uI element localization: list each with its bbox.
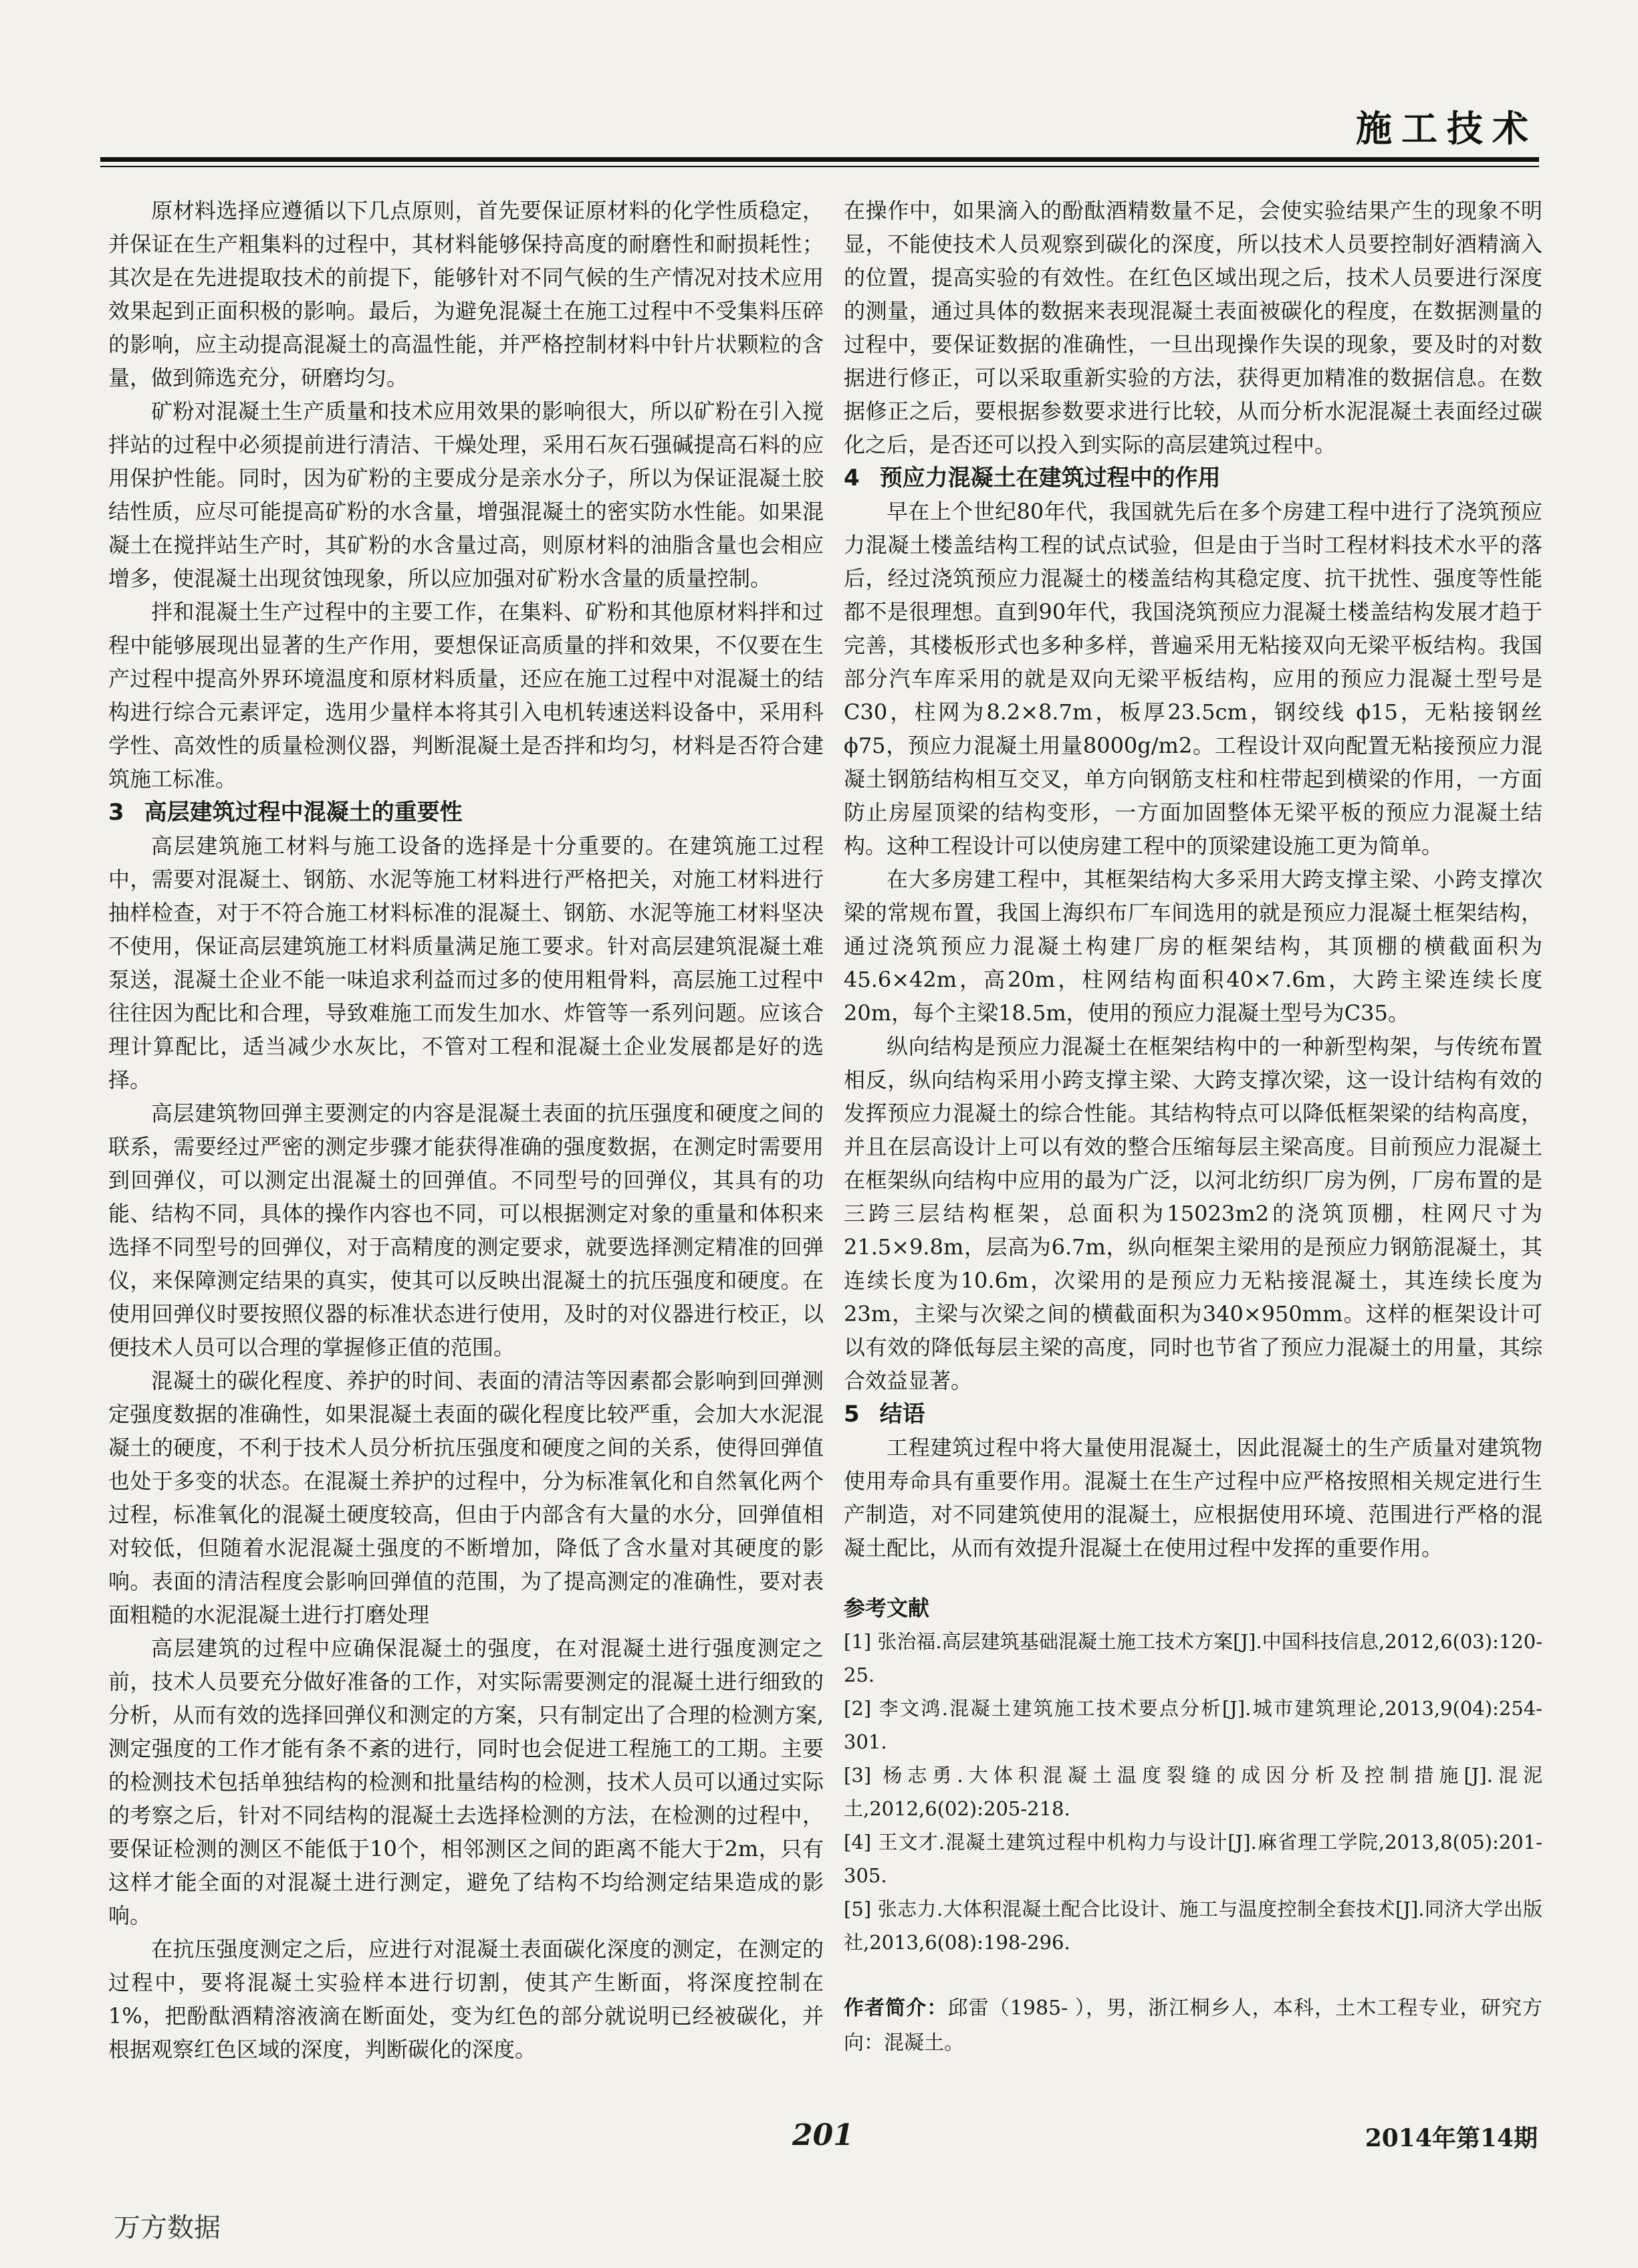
header-rule [100,157,1539,162]
watermark-text: 万方数据 [114,2213,221,2243]
section-heading-4 [844,461,1542,495]
references-title: 参考文献 [844,1595,930,1621]
header-rule-thin [100,166,1539,167]
reference-item: [4] 王文才.混凝土建筑过程中机构力与设计[J].麻省理工学院,2013,8(05):201-305. [844,1831,1542,1887]
paragraph: 早在上个世纪80年代，我国就先后在多个房建工程中进行了浇筑预应力混凝土楼盖结构工程的试点试验，但是由于当时工程材料技术水平的落后，经过浇筑预应力混凝土的楼盖结构其稳定度、抗干扰性、强度等性能都不是很理想。直到90年代，我国浇筑预应力混凝土楼盖结构发展才趋于完善，其楼板形式也多种多样，普遍采用无粘接双向无梁平板结构。我国部分汽车库采用的就是双向无梁平板结构，应用的预应力混凝土型号是C30，柱网为8.2×8.7m，板厚23.5cm，钢绞线 ϕ15，无粘接钢丝 ϕ75，预应力混凝土用量8000g/m2。工程设计双向配置无粘接预应力混凝土钢筋结构相互交叉，单方向钢筋支柱和柱带起到横梁的作用，一方面防止房屋顶梁的结构变形，一方面加固整体无梁平板的预应力混凝土结构。这种工程设计可以使房建工程中的顶梁建设施工更为简单。 [844,499,1542,859]
paragraph: 混凝土的碳化程度、养护的时间、表面的清洁等因素都会影响到回弹测定强度数据的准确性，如果混凝土表面的碳化程度比较严重，会加大水泥混凝土的硬度，不利于技术人员分析抗压强度和硬度之间的关系，使得回弹值也处于多变的状态。在混凝土养护的过程中，分为标准氧化和自然氧化两个过程，标准氧化的混凝土硬度较高，但由于内部含有大量的水分，回弹值相对较低，但随着水泥混凝土强度的不断增加，降低了含水量对其硬度的影响。表面的清洁程度会影响回弹值的范围，为了提高测定的准确性，要对表面粗糙的水泥混凝土进行打磨处理 [108,1368,824,1627]
paragraph: 高层建筑物回弹主要测定的内容是混凝土表面的抗压强度和硬度之间的联系，需要经过严密的测定步骤才能获得准确的强度数据，在测定时需要用到回弹仪，可以测定出混凝土的回弹值。不同型号的回弹仪，其具有的功能、结构不同，具体的操作内容也不同，可以根据测定对象的重量和体积来选择不同型号的回弹仪，对于高精度的测定要求，就要选择测定精准的回弹仪，来保障测定结果的真实，使其可以反映出混凝土的抗压强度和硬度。在使用回弹仪时要按照仪器的标准状态进行使用，及时的对仪器进行校正，以便技术人员可以合理的掌握修正值的范围。 [108,1101,824,1360]
paragraph: 工程建筑过程中将大量使用混凝土，因此混凝土的生产质量对建筑物使用寿命具有重要作用。混凝土在生产过程中应严格按照相关规定进行生产制造，对不同建筑使用的混凝土，应根据使用环境、范围进行严格的混凝土配比，从而有效提升混凝土在使用过程中发挥的重要作用。 [844,1435,1542,1561]
section-header-title: 施工技术 [1356,108,1538,150]
paragraph: 在大多房建工程中，其框架结构大多采用大跨支撑主梁、小跨支撑次梁的常规布置，我国上海织布厂车间选用的就是预应力混凝土框架结构，通过浇筑预应力混凝土构建厂房的框架结构，其顶棚的横截面积为45.6×42m，高20m，柱网结构面积40×7.6m，大跨主梁连续长度20m，每个主梁18.5m，使用的预应力混凝土型号为C35。 [844,867,1542,1026]
paragraph: 矿粉对混凝土生产质量和技术应用效果的影响很大，所以矿粉在引入搅拌站的过程中必须提前进行清洁、干燥处理，采用石灰石强碱提高石料的应用保护性能。同时，因为矿粉的主要成分是亲水分子，所以为保证混凝土胶结性质，应尽可能提高矿粉的水含量，增强混凝土的密实防水性能。如果混凝土在搅拌站生产时，其矿粉的水含量过高，则原材料的油脂含量也会相应增多，使混凝土出现贫蚀现象，所以应加强对矿粉水含量的质量控制。 [108,399,824,591]
section-heading-5 [844,1397,1542,1431]
references-list [844,1625,1542,1959]
reference-item: [5] 张志力.大体积混凝土配合比设计、施工与温度控制全套技术[J].同济大学出版社,2013,6(08):198-296. [844,1898,1542,1954]
left-column [108,194,824,2066]
section-title: 结语 [879,1401,925,1428]
paragraph: 纵向结构是预应力混凝土在框架结构中的一种新型构架，与传统布置相反，纵向结构采用小跨支撑主梁、大跨支撑次梁，这一设计结构有效的发挥预应力混凝土的综合性能。其结构特点可以降低框架梁的结构高度，并且在层高设计上可以有效的整合压缩每层主梁高度。目前预应力混凝土在框架纵向结构中应用的最为广泛，以河北纺织厂房为例，厂房布置的是三跨三层结构框架，总面积为15023m2的浇筑顶棚，柱网尺寸为21.5×9.8m，层高为6.7m，纵向框架主梁用的是预应力钢筋混凝土，其连续长度为10.6m，次梁用的是预应力无粘接混凝土，其连续长度为23m，主梁与次梁之间的横截面积为340×950mm。这样的框架设计可以有效的降低每层主梁的高度，同时也节省了预应力混凝土的用量，其综合效益显著。 [844,1034,1542,1393]
reference-item: [1] 张治福.高层建筑基础混凝土施工技术方案[J].中国科技信息,2012,6(03):120-25. [844,1630,1542,1686]
reference-item: [3] 杨志勇.大体积混凝土温度裂缝的成因分析及控制措施[J].混泥土,2012,6(02):205-218. [844,1764,1542,1820]
section-number: 5 [844,1401,860,1428]
section-number: 4 [844,465,860,491]
section-title: 高层建筑过程中混凝土的重要性 [144,799,463,826]
paragraph: 拌和混凝土生产过程中的主要工作，在集料、矿粉和其他原材料拌和过程中能够展现出显著的生产作用，要想保证高质量的拌和效果，不仅要在生产过程中提高外界环境温度和原材料质量，还应在施工过程中对混凝土的结构进行综合元素评定，选用少量样本将其引入电机转速送料设备中，采用科学性、高效性的质量检测仪器，判断混凝土是否拌和均匀，材料是否符合建筑施工标准。 [108,599,824,792]
issue-label: 2014年第14期 [1365,2124,1538,2152]
paragraph: 在抗压强度测定之后，应进行对混凝土表面碳化深度的测定，在测定的过程中，要将混凝土实验样本进行切割，使其产生断面，将深度控制在1%，把酚酞酒精溶液滴在断面处，变为红色的部分就说明已经被碳化，并根据观察红色区域的深度，判断碳化的深度。 [108,1936,824,2062]
section-title: 预应力混凝土在建筑过程中的作用 [879,465,1221,491]
page-number: 201 [792,2118,854,2152]
paragraph: 高层建筑的过程中应确保混凝土的强度，在对混凝土进行强度测定之前，技术人员要充分做好准备的工作，对实际需要测定的混凝土进行细致的分析，从而有效的选择回弹仪和测定的方案，只有制定出了合理的检测方案,测定强度的工作才能有条不紊的进行，同时也会促进工程施工的工期。主要的检测技术包括单独结构的检测和批量结构的检测，技术人员可以通过实际的考察之后，针对不同结构的混凝土去选择检测的方法，在检测的过程中，要保证检测的测区不能低于10个，相邻测区之间的距离不能大于2m，只有这样才能全面的对混凝土进行测定，避免了结构不均给测定结果造成的影响。 [108,1635,824,1928]
paragraph: 原材料选择应遵循以下几点原则，首先要保证原材料的化学性质稳定，并保证在生产粗集料的过程中，其材料能够保持高度的耐磨性和耐损耗性；其次是在先进提取技术的前提下，能够针对不同气候的生产情况对技术应用效果起到正面积极的影响。最后，为避免混凝土在施工过程中不受集料压碎的影响，应主动提高混凝土的高温性能，并严格控制材料中针片状颗粒的含量，做到筛选充分，研磨均匀。 [108,198,824,390]
reference-item: [2] 李文鸿.混凝土建筑施工技术要点分析[J].城市建筑理论,2013,9(04):254-301. [844,1697,1542,1753]
paragraph: 在操作中，如果滴入的酚酞酒精数量不足，会使实验结果产生的现象不明显，不能使技术人员观察到碳化的深度，所以技术人员要控制好酒精滴入的位置，提高实验的有效性。在红色区域出现之后，技术人员要进行深度的测量，通过具体的数据来表现混凝土表面被碳化的程度，在数据测量的过程中，要保证数据的准确性，一旦出现操作失误的现象，要及时的对数据进行修正，可以采取重新实验的方法，获得更加精准的数据信息。在数据修正之后，要根据参数要求进行比较，从而分析水泥混凝土表面经过碳化之后，是否还可以投入到实际的高层建筑过程中。 [844,198,1542,457]
author-bio [844,1991,1542,2061]
paragraph: 高层建筑施工材料与施工设备的选择是十分重要的。在建筑施工过程中，需要对混凝土、钢筋、水泥等施工材料进行严格把关，对施工材料进行抽样检查，对于不符合施工材料标准的混凝土、钢筋、水泥等施工材料坚决不使用，保证高层建筑施工材料质量满足施工要求。针对高层建筑混凝土难泵送，混凝土企业不能一味追求利益而过多的使用粗骨料，高层施工过程中往往因为配比和合理，导致难施工而发生加水、炸管等一系列问题。应该合理计算配比，适当减少水灰比，不管对工程和混凝土企业发展都是好的选择。 [108,833,824,1093]
author-bio-label: 作者简介： [844,1997,948,2020]
author-bio-text: 邱雷（1985- ），男，浙江桐乡人，本科，土木工程专业，研究方向：混凝土。 [844,1997,1542,2055]
section-heading-3 [108,796,824,829]
right-column [844,194,1542,2061]
section-number: 3 [108,799,124,826]
